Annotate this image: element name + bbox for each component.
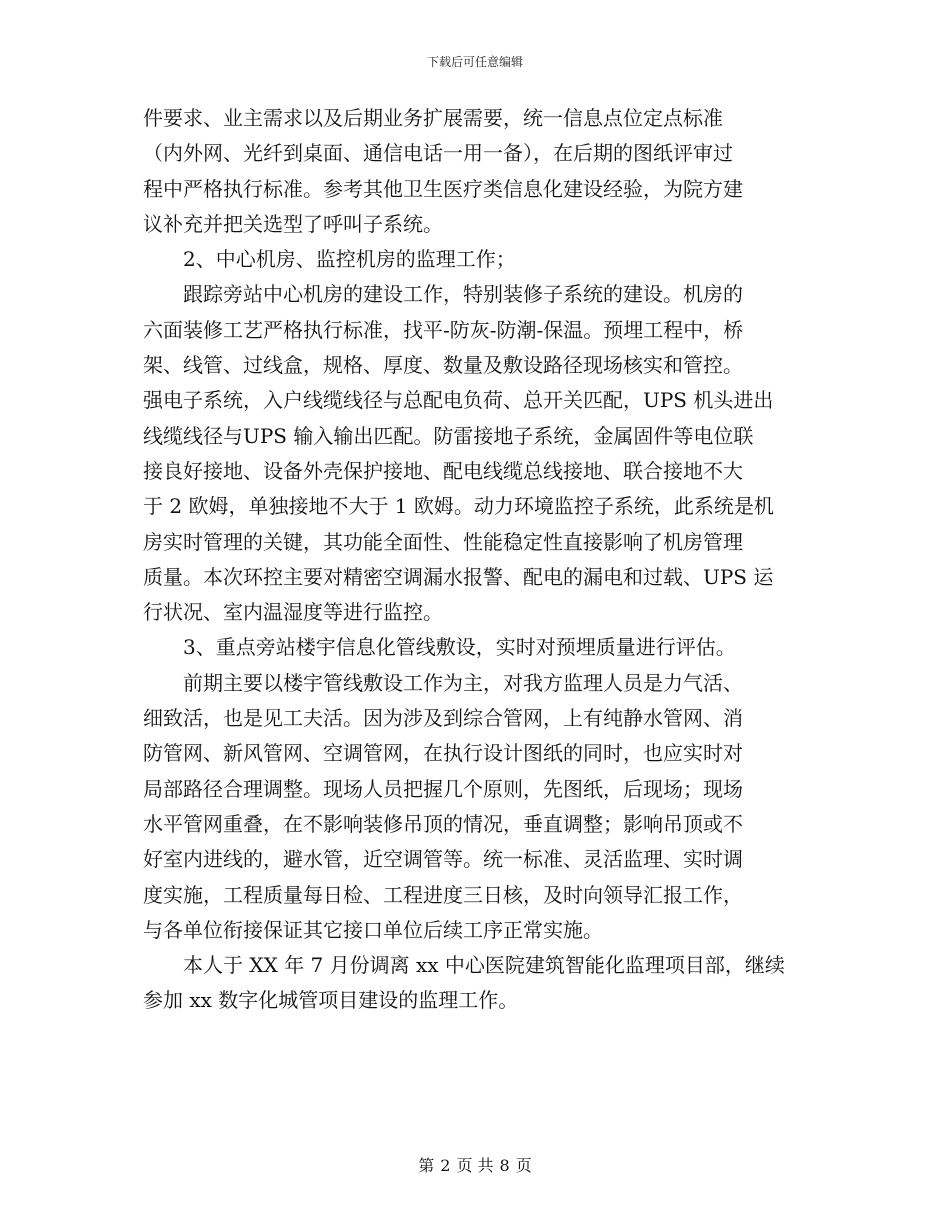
page-header: 下载后可任意编辑 xyxy=(426,55,523,69)
text-line: 参加 xx 数字化城管项目建设的监理工作。 xyxy=(143,988,519,1013)
text-line: 前期主要以楼宇管线敷设工作为主，对我方监理人员是力气活、 xyxy=(143,670,743,695)
text-line: 房实时管理的关键，其功能全面性、性能稳定性直接影响了机房管理 xyxy=(143,529,743,554)
text-line: （内外网、光纤到桌面、通信电话一用一备），在后期的图纸评审过 xyxy=(143,141,733,166)
text-line: 细致活，也是见工夫活。因为涉及到综合管网，上有纯静水管网、消 xyxy=(143,706,743,731)
text-line: 件要求、业主需求以及后期业务扩展需要，统一信息点位定点标准 xyxy=(143,106,723,130)
text-line: 3、重点旁站楼宇信息化管线敷设，实时对预埋质量进行评估。 xyxy=(143,635,736,660)
text-line: 度实施，工程质量每日检、工程进度三日核，及时向领导汇报工作， xyxy=(143,882,743,907)
text-line: 跟踪旁站中心机房的建设工作，特别装修子系统的建设。机房的 xyxy=(143,282,743,307)
text-line: 与各单位衔接保证其它接口单位后续工序正常实施。 xyxy=(143,917,603,942)
text-line: 本人于 XX 年 7 月份调离 xx 中心医院建筑智能化监理项目部，继续 xyxy=(143,953,785,978)
document-body xyxy=(143,101,809,1019)
text-line: 质量。本次环控主要对精密空调漏水报警、配电的漏电和过载、UPS 运 xyxy=(143,564,774,589)
text-line: 于 2 欧姆，单独接地不大于 1 欧姆。动力环境监控子系统，此系统是机 xyxy=(143,494,774,519)
text-line: 防管网、新风管网、空调管网，在执行设计图纸的同时，也应实时对 xyxy=(143,741,743,766)
total-page-count: 8 xyxy=(499,1156,510,1175)
page-footer xyxy=(0,1156,950,1176)
text-line: 架、线管、过线盒，规格、厚度、数量及敷设路径现场核实和管控。 xyxy=(143,353,743,378)
footer-prefix: 第 xyxy=(418,1156,435,1175)
text-line: 六面装修工艺严格执行标准，找平-防灰-防潮-保温。预埋工程中，桥 xyxy=(143,317,744,342)
text-line: 2、中心机房、监控机房的监理工作； xyxy=(143,247,516,272)
footer-mid: 页 共 xyxy=(456,1156,494,1175)
text-line: 水平管网重叠，在不影响装修吊顶的情况，垂直调整；影响吊顶或不 xyxy=(143,811,743,836)
text-line: 接良好接地、设备外壳保护接地、配电线缆总线接地、联合接地不大 xyxy=(143,458,743,483)
text-line: 局部路径合理调整。现场人员把握几个原则，先图纸，后现场；现场 xyxy=(143,776,743,801)
text-line: 好室内进线的，避水管，近空调管等。统一标准、灵活监理、实时调 xyxy=(143,847,743,872)
text-line: 议补充并把关选型了呼叫子系统。 xyxy=(143,211,443,236)
text-line: 行状况、室内温湿度等进行监控。 xyxy=(143,600,443,625)
text-line: 线缆线径与UPS 输入输出匹配。防雷接地子系统，金属固件等电位联 xyxy=(143,423,754,448)
text-line: 程中严格执行标准。参考其他卫生医疗类信息化建设经验，为院方建 xyxy=(143,176,743,201)
current-page-number: 2 xyxy=(440,1156,451,1175)
text-line: 强电子系统，入户线缆线径与总配电负荷、总开关匹配，UPS 机头进出 xyxy=(143,388,774,413)
footer-suffix: 页 xyxy=(515,1156,532,1175)
